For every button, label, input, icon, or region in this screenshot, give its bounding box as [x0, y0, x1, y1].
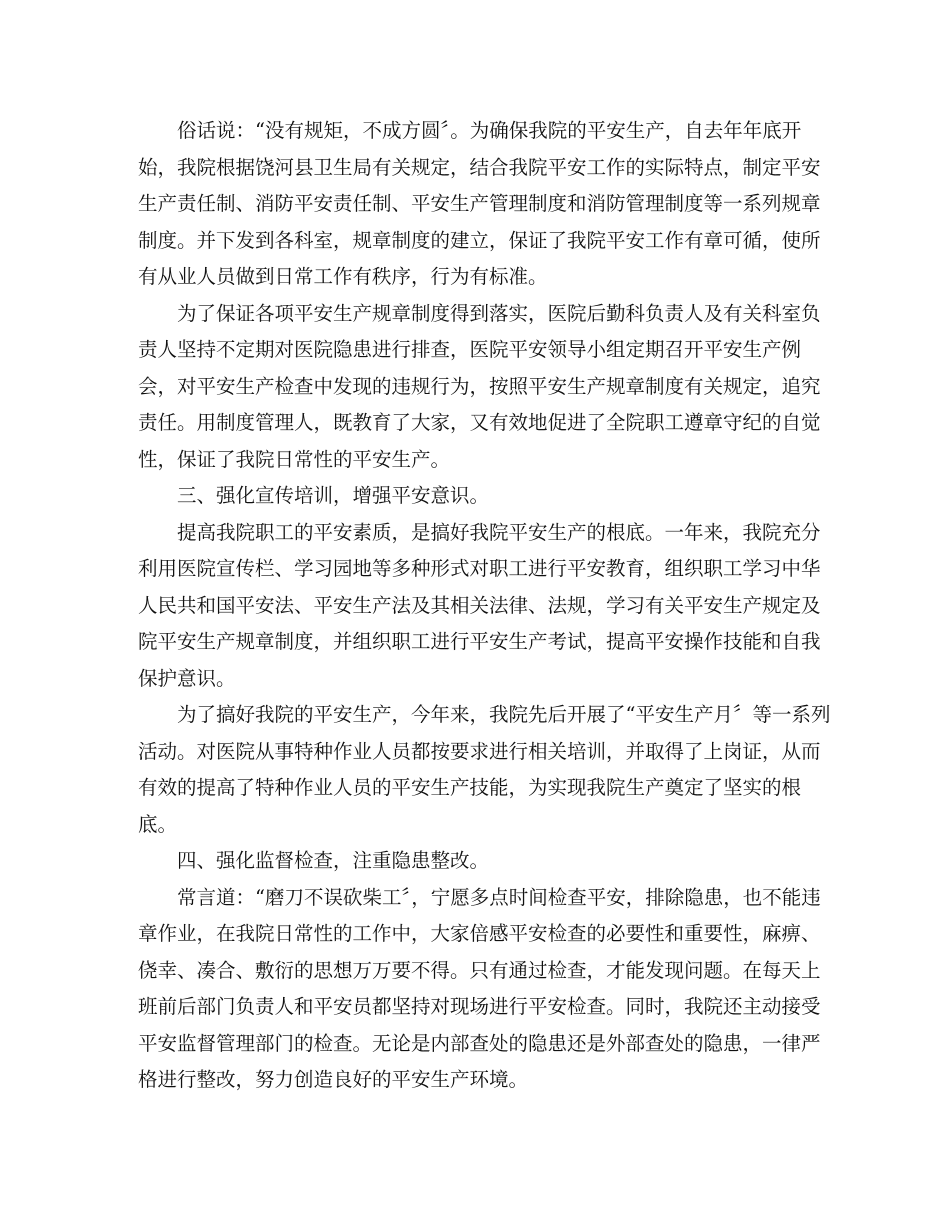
- paragraph-2-line: 责任。用制度管理人，既教育了大家，又有效地促进了全院职工遵章守纪的自觉: [138, 411, 821, 434]
- paragraph-3-line: 人民共和国平安法、平安生产法及其相关法律、法规，学习有关平安生产规定及: [138, 593, 821, 617]
- paragraph-1-line: 生产责任制、消防平安责任制、平安生产管理制度和消防管理制度等一系列规章: [138, 192, 821, 215]
- paragraph-3-line: 提高我院职工的平安素质，是搞好我院平安生产的根底。一年来，我院充分: [177, 520, 821, 544]
- paragraph-5-line: 班前后部门负责人和平安员都坚持对现场进行平安检查。同时，我院还主动接受: [138, 995, 821, 1018]
- paragraph-3-line: 利用医院宣传栏、学习园地等多种形式对职工进行平安教育，组织职工学习中华: [138, 557, 821, 580]
- paragraph-2-line: 会，对平安生产检查中发现的违规行为，按照平安生产规章制度有关规定，追究: [138, 374, 821, 398]
- document-body: [138, 113, 831, 1099]
- paragraph-4-line: 有效的提高了特种作业人员的平安生产技能，为实现我院生产奠定了坚实的根: [138, 776, 802, 799]
- paragraph-1-line: 制度。并下发到各科室，规章制度的建立，保证了我院平安工作有章可循，使所: [138, 228, 821, 252]
- paragraph-1-line: 有从业人员做到日常工作有秩序，行为有标准。: [138, 265, 548, 288]
- section-heading-3: 三、强化宣传培训，增强平安意识。: [177, 484, 490, 507]
- paragraph-1-line: 始，我院根据饶河县卫生局有关规定，结合我院平安工作的实际特点，制定平安: [138, 155, 821, 179]
- paragraph-4-line: 为了搞好我院的平安生产，今年来，我院先后开展了“平安生产月〞等一系列: [177, 703, 831, 726]
- paragraph-5-line: 平安监督管理部门的检查。无论是内部查处的隐患还是外部查处的隐患，一律严: [138, 1031, 821, 1055]
- paragraph-2-line: 为了保证各项平安生产规章制度得到落实，医院后勤科负责人及有关科室负: [177, 301, 821, 325]
- paragraph-5-line: 格进行整改，努力创造良好的平安生产环境。: [138, 1068, 529, 1091]
- paragraph-5-line: 侥幸、凑合、敷衍的思想万万要不得。只有通过检查，才能发现问题。在每天上: [138, 958, 821, 982]
- section-heading-4: 四、强化监督检查，注重隐患整改。: [177, 849, 490, 872]
- paragraph-1-line: 俗话说：“没有规矩，不成方圆〞。为确保我院的平安生产，自去年年底开: [177, 119, 802, 142]
- paragraph-2-line: 性，保证了我院日常性的平安生产。: [138, 447, 451, 471]
- paragraph-5-line: 常言道：“磨刀不误砍柴工〞，宁愿多点时间检查平安，排除隐患，也不能违: [177, 885, 821, 909]
- paragraph-3-line: 院平安生产规章制度，并组织职工进行平安生产考试，提高平安操作技能和自我: [138, 630, 821, 653]
- paragraph-3-line: 保护意识。: [138, 666, 236, 690]
- paragraph-5-line: 章作业，在我院日常性的工作中，大家倍感平安检查的必要性和重要性，麻痹、: [138, 922, 821, 945]
- paragraph-2-line: 责人坚持不定期对医院隐患进行排查，医院平安领导小组定期召开平安生产例: [138, 338, 802, 361]
- paragraph-4-line: 活动。对医院从事特种作业人员都按要求进行相关培训，并取得了上岗证，从而: [138, 739, 821, 763]
- paragraph-4-line: 底。: [138, 812, 178, 836]
